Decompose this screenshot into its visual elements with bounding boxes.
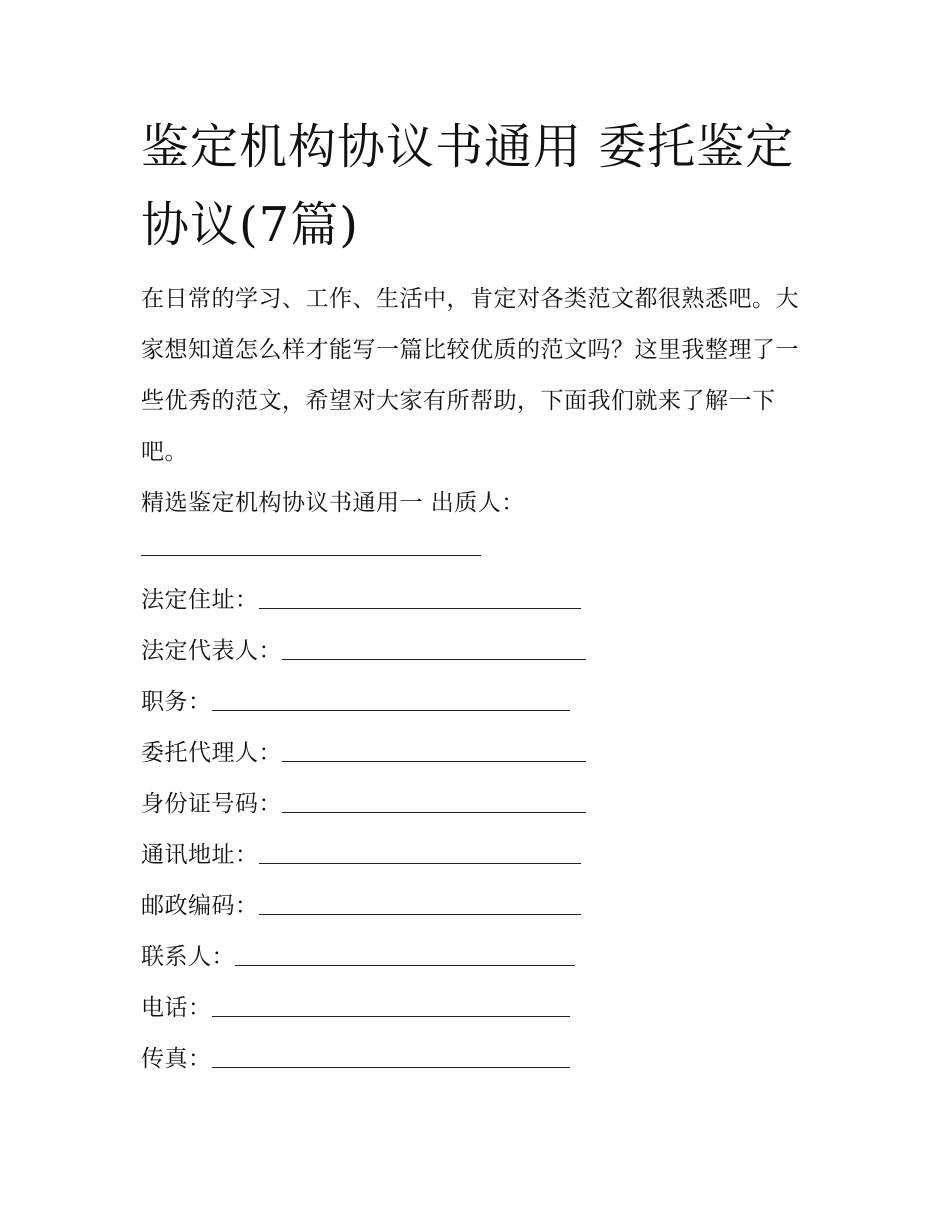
field-label: 联系人：	[141, 944, 235, 970]
field-blank-line	[235, 965, 575, 966]
field-blank-line	[282, 812, 586, 813]
field-label: 通讯地址：	[141, 842, 259, 868]
form-field-list	[141, 572, 821, 1082]
field-row-phone	[141, 980, 821, 1031]
document-title: 鉴定机构协议书通用 委托鉴定协议(7篇)	[141, 119, 795, 253]
field-label: 委托代理人：	[141, 740, 282, 766]
field-label: 职务：	[141, 689, 212, 715]
field-label: 传真：	[141, 1046, 212, 1072]
field-label: 身份证号码：	[141, 791, 282, 817]
pledgor-blank-line	[141, 555, 481, 556]
section-heading: 精选鉴定机构协议书通用一 出质人：	[141, 490, 525, 516]
field-row-id-number	[141, 776, 821, 827]
field-blank-line	[259, 914, 581, 915]
field-label: 电话：	[141, 995, 212, 1021]
field-row-postal-code	[141, 878, 821, 929]
field-row-fax	[141, 1031, 821, 1082]
field-label: 法定代表人：	[141, 638, 282, 664]
field-blank-line	[282, 761, 586, 762]
field-row-legal-address	[141, 572, 821, 623]
field-row-position	[141, 674, 821, 725]
field-label: 法定住址：	[141, 587, 259, 613]
field-row-contact-person	[141, 929, 821, 980]
field-blank-line	[212, 1016, 570, 1017]
field-blank-line	[212, 710, 570, 711]
field-label: 邮政编码：	[141, 893, 259, 919]
field-row-agent	[141, 725, 821, 776]
intro-paragraph: 在日常的学习、工作、生活中，肯定对各类范文都很熟悉吧。大家想知道怎么样才能写一篇比较优质的范文吗？这里我整理了一些优秀的范文，希望对大家有所帮助，下面我们就来了解一下吧。	[141, 286, 799, 465]
field-blank-line	[212, 1067, 570, 1068]
field-row-mailing-address	[141, 827, 821, 878]
field-blank-line	[259, 863, 581, 864]
field-row-legal-representative	[141, 623, 821, 674]
field-blank-line	[282, 659, 586, 660]
field-blank-line	[259, 608, 581, 609]
